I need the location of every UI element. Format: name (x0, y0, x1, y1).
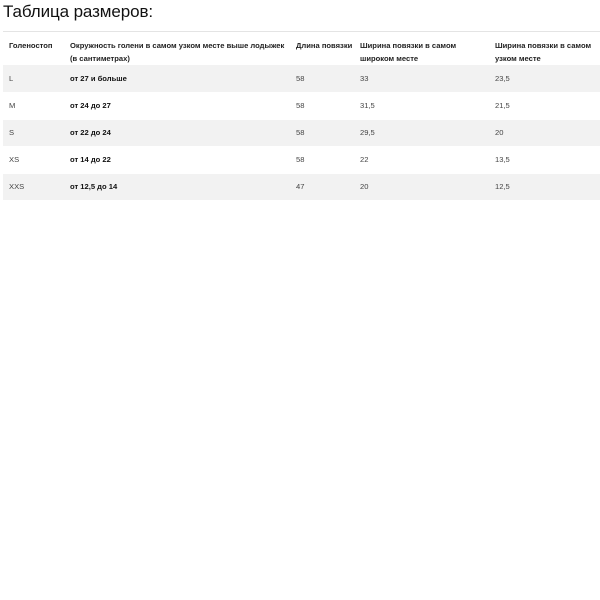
size-cell: S (3, 119, 64, 146)
length-cell: 47 (290, 173, 354, 200)
width-widest-cell: 22 (354, 146, 489, 173)
table-header-row (3, 32, 600, 66)
length-cell: 58 (296, 73, 305, 83)
width-widest-cell: 31,5 (354, 92, 489, 119)
width-narrowest-cell: 20 (489, 119, 600, 146)
width-widest-cell: 29,5 (354, 119, 489, 146)
width-narrowest-cell: 13,5 (489, 146, 600, 173)
length-cell: 58 (290, 119, 354, 146)
length-cell: 58 (290, 146, 354, 173)
table-row (3, 146, 600, 173)
table-row (3, 119, 600, 146)
circumference-range-cell: от 24 до 27 (64, 92, 290, 119)
table-row (3, 173, 600, 200)
header-calf-circumference: Окружность голени в самом узком месте выше лодыжек (в сантиметрах) (70, 41, 285, 63)
width-widest-cell: 20 (354, 173, 489, 200)
circumference-range-cell: от 12,5 до 14 (64, 173, 290, 200)
size-cell: M (3, 92, 64, 119)
header-bandage-length: Длина повязки (296, 41, 353, 50)
header-width-widest: Ширина повязки в самом широком месте (360, 41, 457, 63)
size-cell: XXS (3, 173, 64, 200)
width-narrowest-cell: 21,5 (489, 92, 600, 119)
header-width-narrowest: Ширина повязки в самом узком месте (495, 41, 592, 63)
length-cell: 58 (290, 92, 354, 119)
width-narrowest-cell: 23,5 (495, 73, 510, 83)
size-cell: XS (3, 146, 64, 173)
circumference-range-cell: от 22 до 24 (64, 119, 290, 146)
table-row (3, 92, 600, 119)
size-cell: L (9, 73, 14, 83)
width-widest-cell: 33 (360, 73, 369, 83)
circumference-range-cell: от 27 и больше (70, 73, 127, 83)
size-table (3, 31, 600, 200)
circumference-range-cell: от 14 до 22 (64, 146, 290, 173)
table-row (3, 65, 600, 92)
header-ankle: Голеностоп (9, 41, 53, 50)
width-narrowest-cell: 12,5 (489, 173, 600, 200)
page-title: Таблица размеров: (3, 2, 153, 21)
